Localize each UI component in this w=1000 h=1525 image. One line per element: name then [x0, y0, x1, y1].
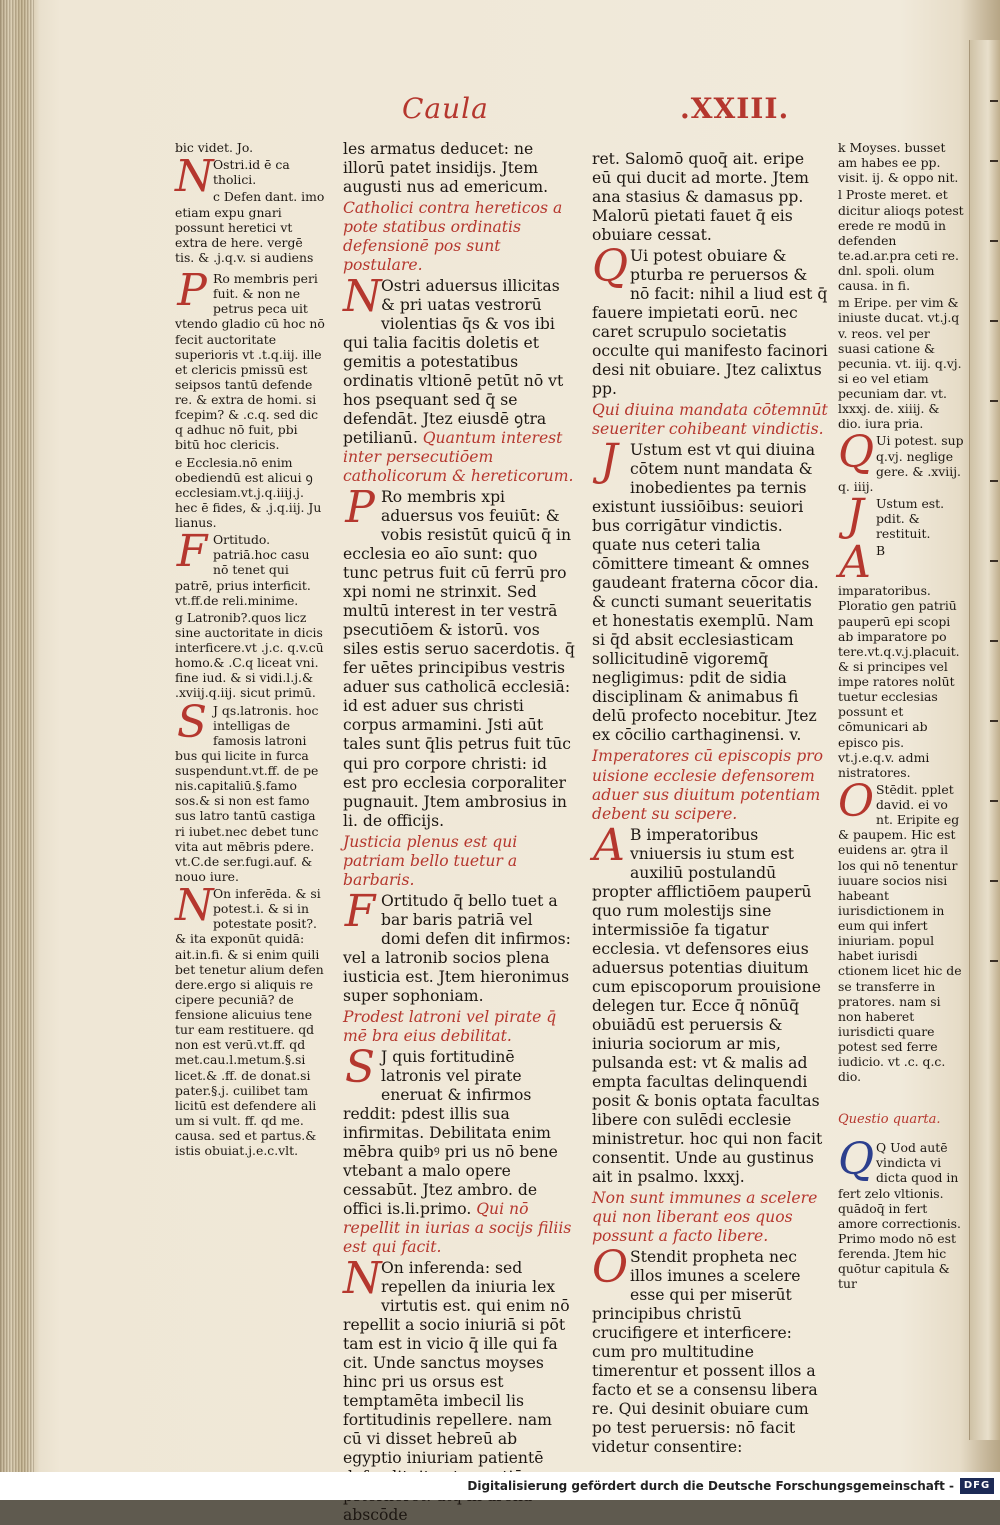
initial-letter: N: [343, 1252, 382, 1304]
initial-letter: S: [344, 1041, 376, 1093]
initial-letter: P: [177, 265, 207, 316]
initial-letter-blue: Q: [838, 1134, 875, 1186]
text-paragraph: S J quis fortitudinē latronis vel pirate eneruat & infirmos reddit: pdest illis sua infirmitas. Debilitata enim mēbra quibꝰ pri us nō bene vtebant a malo opere cessabūt. Jtez ambro. de offici is.li.primo. Qui nō repellit in iurias a socijs filiis est qui facit.: [343, 1041, 572, 1256]
gloss-paragraph: Q Q Uod autē vindicta vi dicta quod in fert zelo vltionis. quādoq̄ in fert amore correctionis. Primo modo nō est ferenda. Jtem hic quōtur capitula & tur: [838, 1134, 961, 1292]
gloss-paragraph: N On inferēda. & si potest.i. & si in potestate posit?. & ita exponūt quidā: ait.in.fi. & si enim quili bet tenetur alium defen dere.ergo si aliquis re cipere pecuniā? de fensione alicuius tene tur eam restituere. qd non est verū.vt.ff. qd met.cau.l.metum.§.si licet.& .ff. de donat.si pater.§.j. cuilibet tam licitū est defendere ali um si vult. ff. qd me. causa. sed et partus.& istis obuiat.j.e.c.vlt.: [175, 880, 324, 1159]
gloss-paragraph: l Proste meret. et dicitur alioqs potest erede re modū in defenden te.ad.ar.pra ceti re. dnl. spoli. olum causa. in fi.: [838, 187, 964, 294]
text-paragraph: J Ustum est vt qui diuina cōtem nunt mandata & inobedientes pa ternis existunt iussiōibus: seuiori bus corrigātur vindictis. quate nus ceteri talia cōmittere timeant & omnes gaudeant fraterna cōcor dia. & cuncti sumant seueritatis et honestatis exemplū. Nam si q̄d absit ecclesiasticam sollicitudinē vigoremq̄ negligimus: pdit de sidia disciplinam & animabus fi delū profecto nocebitur. Jtez ex cōcilio carthaginensi. v.: [592, 435, 819, 745]
initial-letter: J: [600, 435, 618, 487]
initial-letter: N: [175, 880, 214, 931]
text-paragraph: Q Ui potest obuiare & pturba re peruersos & nō facit: nihil a liud est q̄ fauere impietati eorū. nec caret scrupulo societatis occulte qui manifesto facinori desi nit obuiare. Jtez calixtus pp.: [592, 241, 828, 399]
gloss-paragraph: A B imparatoribus. Ploratio gen patriū pauperū epi scopi ab imparatore po tere.vt.q.v.j.placuit. & si principes vel impe ratores nolūt tuetur ecclesias possunt et cōmunicari ab episco pis. vt.j.e.q.v. admi nistratores.: [838, 537, 960, 780]
gloss-paragraph: N Ostri.id ē ca tholici.: [175, 151, 290, 203]
text-paragraph: N On inferenda: sed repellen da iniuria lex virtutis est. qui enim nō repellit a socio iniuriā si pōt tam est in vicio q̄ ille qui fa cit. Unde sanctus moyses hinc pri us orsus est temptamēta imbecil lis fortitudinis repellere. nam cū vi disset hebreū ab egyptio iniuriam patientē abscōde: [343, 1252, 570, 1525]
quaestio-heading: Questio quarta.: [838, 1112, 941, 1128]
gloss-paragraph: O Stēdit. pplet david. ei vo nt. Eripite eg & paupem. Hic est euidens ar. ꝯtra il los qui nō tenentur iuuare socios nisi habeant iurisdictionem in eum qui infert iniuriam. popul habet iurisdi ctionem licet hic de se transferre in pratores. nam si non haberet iurisdicti quare potest sed ferre iudicio. vt .c. q.c. dio.: [838, 775, 962, 1085]
initial-letter: F: [176, 526, 208, 578]
initial-letter: S: [176, 696, 208, 748]
gloss-paragraph: F Ortitudo. patriā.hoc casu nō tenet qui patrē, prius interficit. vt.ff.de reli.minime.: [175, 526, 311, 608]
initial-letter: O: [838, 775, 875, 827]
gloss-paragraph: S J qs.latronis. hoc intelligas de famosis latroni bus qui licite in furca suspendunt.vt.ff. de pe nis.capitaliū.§.famo sos.& si non est famo sus latro tantū castiga ri iubet.nec debet tunc vita aut mēbris pdere. vt.C.de ser.fugi.auf. & nouo iure.: [175, 696, 319, 884]
dfg-logo: DFG: [960, 1478, 994, 1494]
gloss-paragraph: e Ecclesia.nō enim obediendū est alicui ꝯ ecclesiam.vt.j.q.iiij.j. hec ē fides, & .j.q.iij. Ju lianus.: [175, 454, 322, 530]
gloss-paragraph: P Ro membris peri fuit. & non ne petrus peca uit vtendo gladio cū hoc nō fecit auctoritate superioris vt .t.q.iij. ille et clericis pmissū est seipsos tantū defende re. & extra de homi. si fcepim? & .c.q. sed dic q adhuc nō fuit, pbi bitū hoc clericis.: [175, 265, 325, 453]
gloss-paragraph: g Latronib?.quos licz sine auctoritate in dicis interficere.vt .j.c. q.v.cū homo.& .C.q liceat vni. fine iud. & si vidi.l.j.& .xviij.q.iij. sicut primū.: [175, 609, 324, 701]
header-number: .XXIII.: [680, 92, 790, 125]
text-paragraph: O Stendit propheta nec illos imunes a scelere esse qui per miserūt principibus christū crucifigere et interficere: cum pro multitudine timerentur et possent illos a facto et se a consensu libera re. Qui desinit obuiare cum po test peruersis: nō facit videtur consentire:: [592, 1241, 818, 1457]
header-causa: Caula: [402, 92, 489, 125]
text-paragraph: ret. Salomō quoq̄ ait. eripe eū qui ducit ad morte. Jtem ana stasius & damasus pp. Malorū pietati fauet q̄ eis obuiare cessat.: [592, 150, 809, 245]
gloss-paragraph: k Moyses. busset am habes ee pp. visit. ij. & oppo nit.: [838, 140, 959, 186]
rubric: Non sunt immunes a scelere qui non liberant eos quos possunt a facto libere.: [592, 1188, 818, 1245]
initial-letter: F: [344, 885, 376, 937]
initial-letter: A: [593, 819, 625, 871]
main-column-right: [592, 150, 828, 1457]
gloss-paragraph: m Eripe. per vim & iniuste ducat. vt.j.q v. reos. vel per suasi catione & pecunia. vt. iij. q.vj. si eo vel etiam pecuniam dar. vt. lxxxj. de. xiiij. & dio. iura pria.: [838, 295, 962, 432]
rubric: Prodest latroni vel pirate q̄ mē bra eius debilitat.: [343, 1007, 557, 1045]
gloss-paragraph: c Defen dant. imo etiam expu gnari possunt heretici vt extra de here. vergē tis. & .j.q.v. si audiens: [175, 189, 325, 265]
gloss-column-left: [175, 140, 325, 1220]
gloss-column-right: [838, 140, 964, 1292]
text-paragraph: les armatus deducet: ne illorū patet insidijs. Jtem augusti nus ad emericum.: [343, 140, 549, 197]
text-paragraph: N Ostri aduersus illicitas & pri uatas vestrorū violentias q̄s & vos ibi qui talia facitis doletis et gemitis a potestatibus ordinatis vltionē petūt nō vt hos psequant sed q̄ se defendāt. Jtez eiusdē ꝯtra petilianū. Quantum interest inter persecutiōem catholicorum & hereticorum.: [343, 271, 574, 486]
rubric: Imperatores cū episcopis pro uisione ecclesie defensorem aduer sus diuitum potentiam debent su scipere.: [592, 747, 824, 823]
gloss-paragraph: J Ustum est. pdit. & restituit.: [838, 496, 964, 541]
page-edges: [0, 0, 34, 1472]
text-paragraph: F Ortitudo q̄ bello tuet a bar baris patriā vel domi defen dit infirmos: vel a latronib socios plena iusticia est. Jtem hieronimus super sophoniam.: [343, 885, 571, 1005]
initial-letter: O: [592, 1241, 629, 1293]
facing-page-edge: [969, 40, 1000, 1440]
text-paragraph: A B imperatoribus vniuersis iu stum est auxiliū postulandū propter afflictiōem pauperū quo rum molestijs sine intermissiōe fa tigatur ecclesia. vt defensores eius aduersus potentias diuitum cum episcoporum prouisione delegen tur. Ecce q̄ nōnūq̄ obuiādū est peruersis & iniuria sociorum ar mis, pulsanda est: vt & malis ad empta facultas delinquendi posit & bonis optata facultas libere con sulēdi ecclesie ministretur. hoc qui non facit consentit. Unde au gustinus ait in psalmo. lxxxj.: [592, 819, 823, 1186]
rubric: Justicia plenus est qui patriam bello tuetur a barbaris.: [343, 832, 518, 889]
initial-letter: J: [846, 489, 864, 541]
footer-text: Digitalisierung gefördert durch die Deutsche Forschungsgemeinschaft -: [467, 1479, 954, 1493]
initial-letter: Q: [838, 427, 875, 479]
main-column-left: [343, 140, 575, 1525]
initial-letter: P: [345, 482, 375, 534]
rubric: Catholici contra hereticos a pote statibus ordinatis defensionē pos sunt postulare.: [343, 199, 563, 275]
initial-letter: N: [343, 271, 382, 323]
rubric: Qui diuina mandata cōtemnūt seueriter cohibeant vindictis.: [592, 401, 828, 439]
running-header: [300, 92, 860, 132]
gloss-paragraph: Q Ui potest. sup q.vj. neglige gere. & .xviij. q. iiij.: [838, 427, 964, 494]
initial-letter: N: [175, 151, 214, 203]
text-paragraph: P Ro membris xpi aduersus vos feuiūt: & vobis resistūt quicū q̄ in ecclesia eo aīo sunt: quo tunc petrus fuit cū ferrū pro xpi nomi ne strinxit. Sed multū interest in ter vestrā psecutiōem & istorū. vos siles estis seruo sacerdotis. q̄ fer uētes principibus vestris aduer sus catholicā ecclesiā: id est aduer sus christi corpus armamini. Jsti aūt tales sunt q̄lis petrus fuit tūc qui pro corpore christi: id est pro ecclesia corporaliter pugnauit. Jtem ambrosius in li. de officijs.: [343, 482, 575, 830]
initial-letter: Q: [592, 241, 629, 293]
funding-footer: [0, 1472, 1000, 1500]
gloss-paragraph: bic videt. Jo.: [175, 140, 254, 155]
initial-letter: A: [839, 537, 871, 589]
